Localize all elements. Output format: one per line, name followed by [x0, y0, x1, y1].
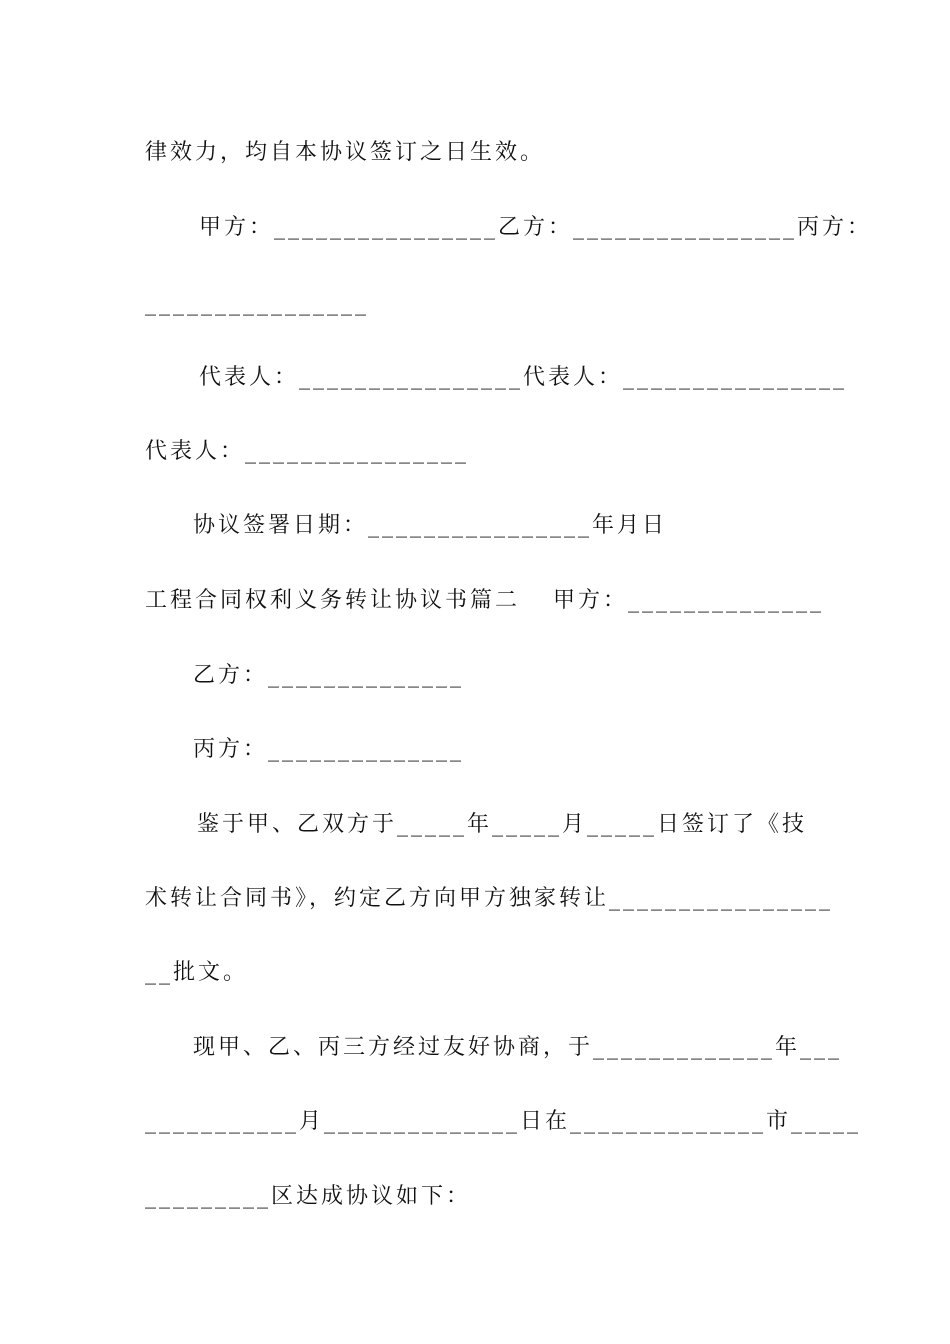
paragraph-1-line-2: 术转让合同书》，约定乙方向甲方独家转让________________	[145, 886, 834, 911]
representative-line-2: 代表人：________________	[145, 439, 470, 464]
paragraph-2-line-1: 现甲、乙、丙三方经过友好协商，于_____________年___	[193, 1035, 843, 1060]
section-title: 工程合同权利义务转让协议书篇二	[145, 588, 521, 613]
party-c-field: 丙方：______________	[193, 737, 465, 762]
paragraph-2-line-3: _________区达成协议如下：	[145, 1184, 472, 1209]
text-line-1: 律效力，均自本协议签订之日生效。	[145, 140, 546, 165]
paragraph-2-line-2: ___________月______________日在______________市_____	[145, 1109, 862, 1134]
signature-line-parties: 甲方：________________乙方：________________丙方：	[199, 215, 873, 240]
signing-date-line: 协议签署日期：________________年月日	[193, 513, 668, 538]
representative-line: 代表人：________________代表人：________________	[199, 365, 848, 390]
party-a-field: 甲方：______________	[553, 588, 825, 613]
paragraph-1-line-3: __批文。	[145, 960, 249, 985]
signature-line-party-c-blank: ________________	[145, 291, 369, 316]
party-b-field: 乙方：______________	[193, 663, 465, 688]
paragraph-1-line-1: 鉴于甲、乙双方于_____年_____月_____日签订了《技	[197, 812, 808, 837]
